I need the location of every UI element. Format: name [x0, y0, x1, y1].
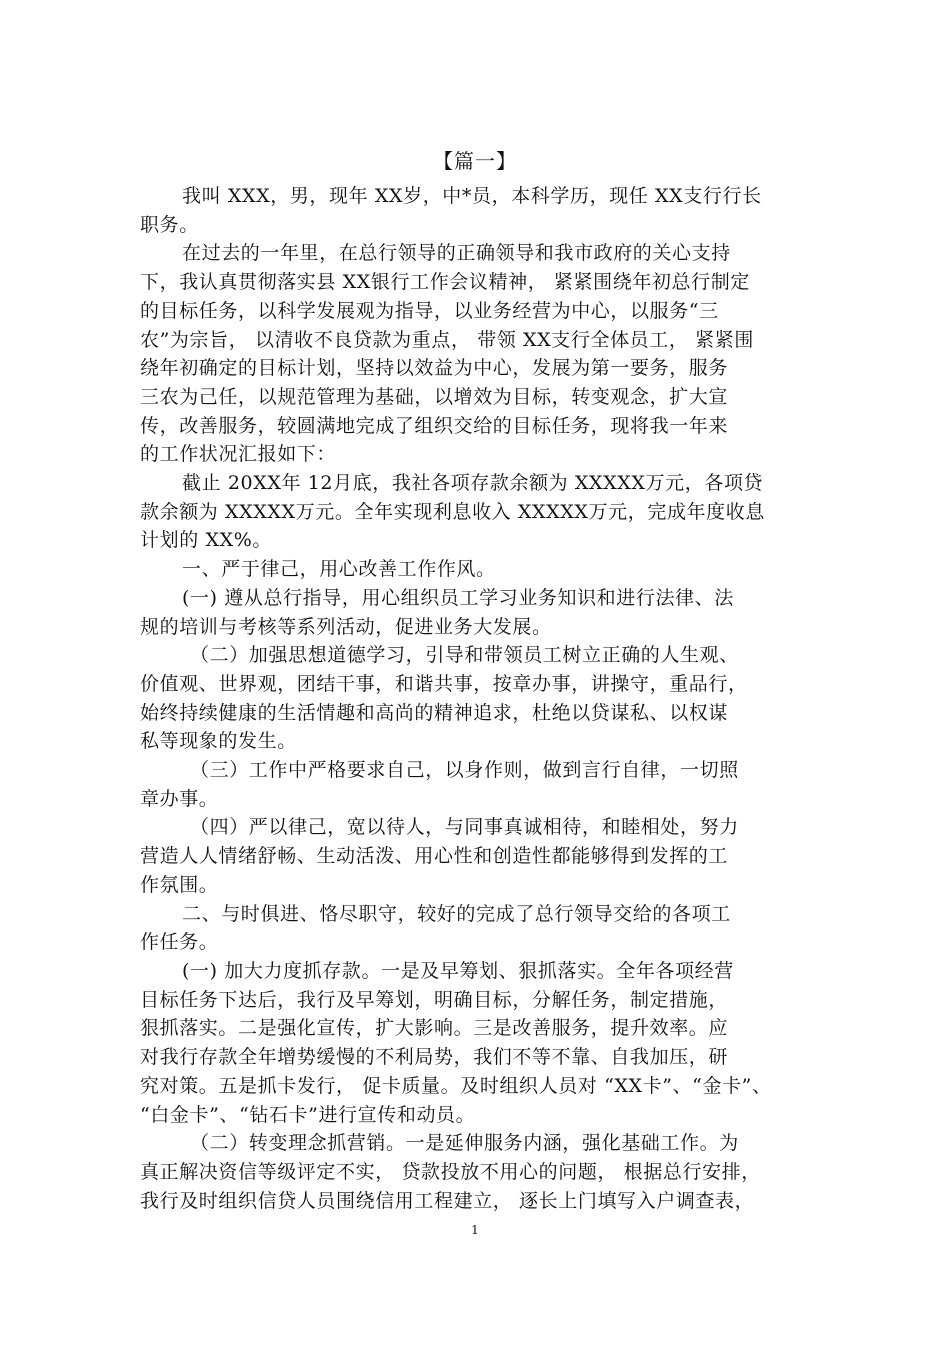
text-line: （三）工作中严格要求自己，以身作则，做到言行自律，一切照 [190, 759, 739, 782]
text-line: (一) 遵从总行指导，用心组织员工学习业务知识和进行法律、法 [182, 586, 734, 609]
text-line: （二）转变理念抓营销。一是延伸服务内涵，强化基础工作。为 [190, 1132, 739, 1155]
text-line: 作氛围。 [140, 873, 219, 896]
text-line: 目标任务下达后，我行及早筹划，明确目标，分解任务，制定措施， [140, 988, 729, 1011]
text-line: 我叫 XXX，男，现年 XX岁，中*员，本科学历，现任 XX支行行长 [182, 185, 762, 207]
text-line: 对我行存款全年增势缓慢的不利局势，我们不等不靠、自我加压，研 [140, 1046, 729, 1069]
text-line: 传，改善服务，较圆满地完成了组织交给的目标任务，现将我一年来 [140, 414, 729, 437]
document-title: 【篇一】 [433, 149, 517, 173]
text-line: 始终持续健康的生活情趣和高尚的精神追求，杜绝以贷谋私、以权谋 [140, 701, 729, 724]
section-heading-2: 二、与时俱进、恪尽职守，较好的完成了总行领导交给的各项工 [182, 902, 731, 925]
text-line: 款余额为 XXXXX万元。全年实现利息收入 XXXXX万元，完成年度收息 [140, 500, 765, 523]
text-line: 三农为己任，以规范管理为基础，以增效为目标，转变观念，扩大宣 [140, 385, 729, 408]
text-line: 狠抓落实。二是强化宣传，扩大影响。三是改善服务，提升效率。应 [140, 1017, 729, 1040]
text-line: 作任务。 [140, 931, 219, 954]
text-line: 章办事。 [140, 787, 219, 810]
section-heading-1: 一、严于律己，用心改善工作作风。 [182, 558, 496, 581]
text-line: (一) 加大力度抓存款。一是及早筹划、狠抓落实。全年各项经营 [182, 959, 734, 982]
text-line: 绕年初确定的目标计划，坚持以效益为中心，发展为第一要务，服务 [140, 357, 729, 380]
text-line: 计划的 XX%。 [140, 529, 272, 552]
text-line: 究对策。五是抓卡发行， 促卡质量。及时组织人员对 “XX卡”、“金卡”、 [140, 1074, 772, 1097]
text-line: 营造人人情绪舒畅、生动活泼、用心性和创造性都能够得到发挥的工 [140, 845, 729, 868]
text-line: 下，我认真贯彻落实县 XX银行工作会议精神， 紧紧围绕年初总行制定 [140, 271, 750, 294]
text-line: 我行及时组织信贷人员围绕信用工程建立， 逐长上门填写入户调查表， [140, 1189, 755, 1212]
text-line: 在过去的一年里，在总行领导的正确领导和我市政府的关心支持 [182, 242, 731, 265]
text-line: 的工作状况汇报如下： [140, 443, 337, 466]
text-line: 真正解决资信等级评定不实， 贷款投放不用心的问题， 根据总行安排， [140, 1160, 761, 1183]
text-line: 价值观、世界观，团结干事，和谐共事，按章办事，讲操守，重品行， [140, 672, 748, 695]
text-line: （二）加强思想道德学习，引导和带领员工树立正确的人生观、 [190, 644, 739, 667]
text-line: 职务。 [140, 213, 199, 236]
text-line: （四）严以律己，宽以待人，与同事真诚相待，和睦相处，努力 [190, 816, 739, 839]
text-line: 的目标任务，以科学发展观为指导，以业务经营为中心，以服务“三 [140, 299, 719, 322]
document-body [140, 182, 812, 1215]
text-line: 截止 20XX年 12月底，我社各项存款余额为 XXXXX万元，各项贷 [182, 472, 764, 495]
text-line: “白金卡”、“钻石卡”进行宣传和动员。 [140, 1103, 476, 1126]
text-line: 私等现象的发生。 [140, 730, 297, 753]
page-number: 1 [471, 1223, 479, 1237]
text-line: 规的培训与考核等系列活动，促进业务大发展。 [140, 615, 552, 638]
text-line: 农”为宗旨， 以清收不良贷款为重点， 带领 XX支行全体员工， 紧紧围 [140, 328, 754, 351]
